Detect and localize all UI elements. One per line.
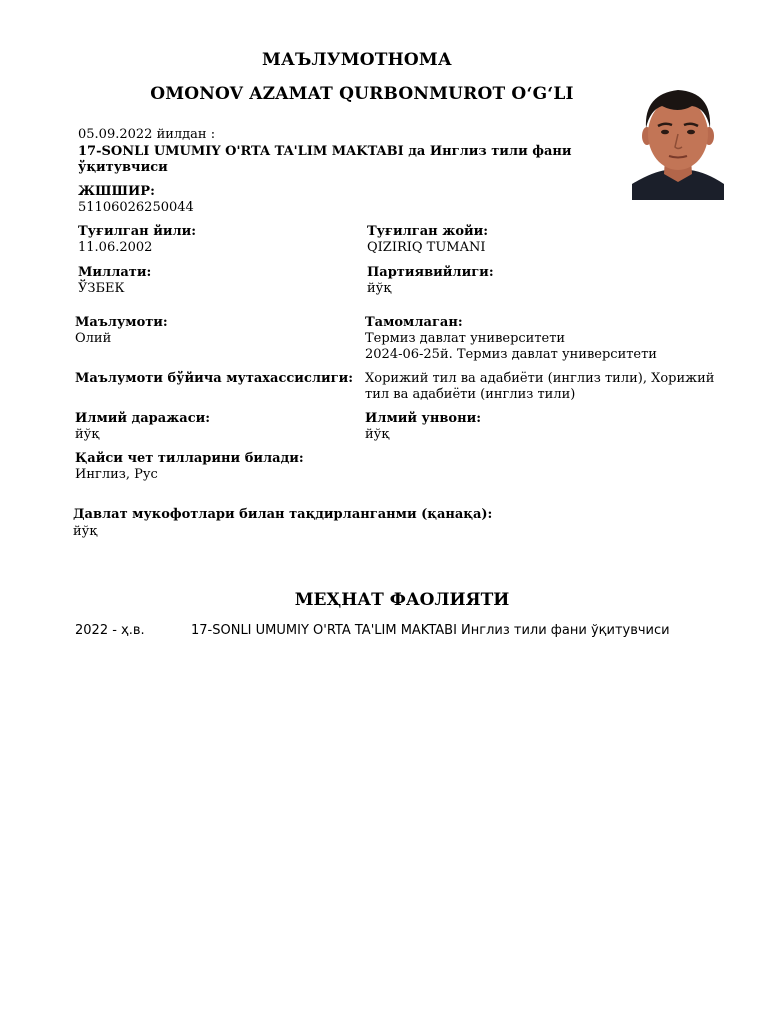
degree-label: Илмий даражаси: <box>75 411 211 426</box>
specialty-label: Маълумоти бўйича мутахассислиги: <box>75 371 354 386</box>
academic-title-value: йўқ <box>365 427 390 442</box>
position-organization: 17-SONLI UMUMIY O'RTA TA'LIM MAKTABI да Инглиз тили фани <box>78 144 572 159</box>
degree-value: йўқ <box>75 427 100 442</box>
awards-label: Давлат мукофотлари билан тақдирланганми (қанақа): <box>73 507 493 522</box>
birth-year-label: Туғилган йили: <box>78 224 197 239</box>
education-label: Маълумоти: <box>75 315 168 330</box>
nationality-value: ЎЗБЕК <box>78 281 125 296</box>
birth-place-label: Туғилган жойи: <box>367 224 489 239</box>
jshshir-value: 51106026250044 <box>78 200 194 215</box>
languages-value: Инглиз, Рус <box>75 467 158 482</box>
nationality-label: Миллати: <box>78 265 152 280</box>
birth-place-value: QIZIRIQ TUMANI <box>367 240 486 255</box>
academic-title-label: Илмий унвони: <box>365 411 482 426</box>
document-title: МАЪЛУМОТНОМА <box>262 50 452 70</box>
position-organization-cont: ўқитувчиси <box>78 160 168 175</box>
languages-label: Қайси чет тилларини билади: <box>75 451 304 466</box>
person-full-name: OMONOV AZAMAT QURBONMUROT O‘G‘LI <box>150 84 574 104</box>
position-since: 05.09.2022 йилдан : <box>78 127 216 142</box>
graduated-institution: Термиз давлат университети <box>365 331 566 346</box>
specialty-value-cont: тил ва адабиёти (инглиз тили) <box>365 387 576 402</box>
birth-year-value: 11.06.2002 <box>78 240 153 255</box>
party-label: Партиявийлиги: <box>367 265 494 280</box>
education-value: Олий <box>75 331 112 346</box>
specialty-value: Хорижий тил ва адабиёти (инглиз тили), Хорижий <box>365 371 715 386</box>
jshshir-label: ЖШШИР: <box>78 184 155 199</box>
graduated-date-institution: 2024-06-25й. Термиз давлат университети <box>365 347 657 362</box>
work-entry-period: 2022 - ҳ.в. <box>75 623 145 638</box>
work-entry-description: 17-SONLI UMUMIY O'RTA TA'LIM MAKTABI Инглиз тили фани ўқитувчиси <box>191 623 670 638</box>
graduated-label: Тамомлаган: <box>365 315 463 330</box>
work-history-title: МЕҲНАТ ФАОЛИЯТИ <box>294 590 510 610</box>
awards-value: йўқ <box>73 524 98 539</box>
person-photo <box>632 84 724 200</box>
party-value: йўқ <box>367 281 392 296</box>
